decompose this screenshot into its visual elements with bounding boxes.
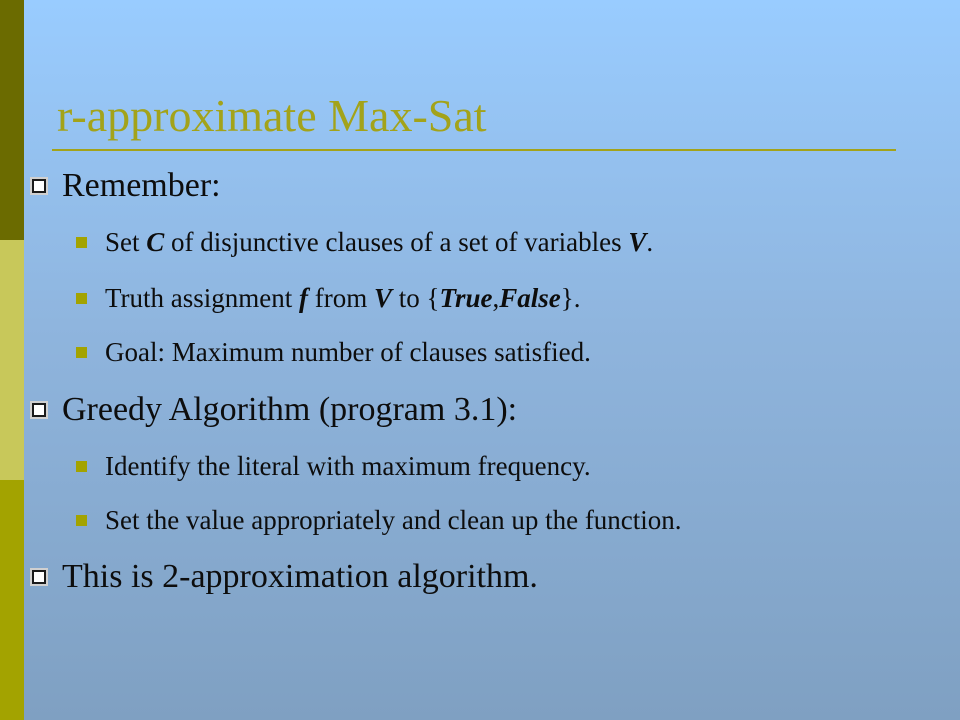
hollow-square-bullet-icon [32,403,46,417]
sub-bullet-set-value [76,505,682,535]
bullet-text: This is 2-approximation algorithm. [62,558,538,595]
filled-square-bullet-icon [76,515,87,526]
sub-bullet-text: Identify the literal with maximum frequency. [105,450,591,481]
sub-bullet-text: Set C of disjunctive clauses of a set of variables V. [105,226,654,257]
bullet-2-approximation [32,557,538,597]
hollow-square-bullet-icon [32,570,46,584]
bullet-remember [32,166,221,206]
filled-square-bullet-icon [76,461,87,472]
sidebar-segment-middle [0,240,24,480]
sidebar-segment-bottom [0,480,24,720]
title-underline [52,149,896,151]
hollow-square-bullet-icon [32,179,46,193]
bullet-greedy-algorithm [32,390,517,430]
filled-square-bullet-icon [76,347,87,358]
sidebar-segment-top [0,0,24,240]
slide-title: r-approximate Max-Sat [57,90,487,141]
bullet-text: Greedy Algorithm (program 3.1): [62,391,518,428]
sub-bullet-truth-assignment [76,283,580,313]
sub-bullet-text: Goal: Maximum number of clauses satisfied. [105,336,591,367]
bullet-text: Remember: [62,167,221,204]
sub-bullet-goal [76,337,591,367]
sub-bullet-set-c [76,227,653,257]
sub-bullet-text: Set the value appropriately and clean up the function. [105,504,682,535]
sub-bullet-text: Truth assignment f from V to {True,False}. [105,282,581,313]
filled-square-bullet-icon [76,237,87,248]
filled-square-bullet-icon [76,293,87,304]
sub-bullet-identify-literal [76,451,591,481]
